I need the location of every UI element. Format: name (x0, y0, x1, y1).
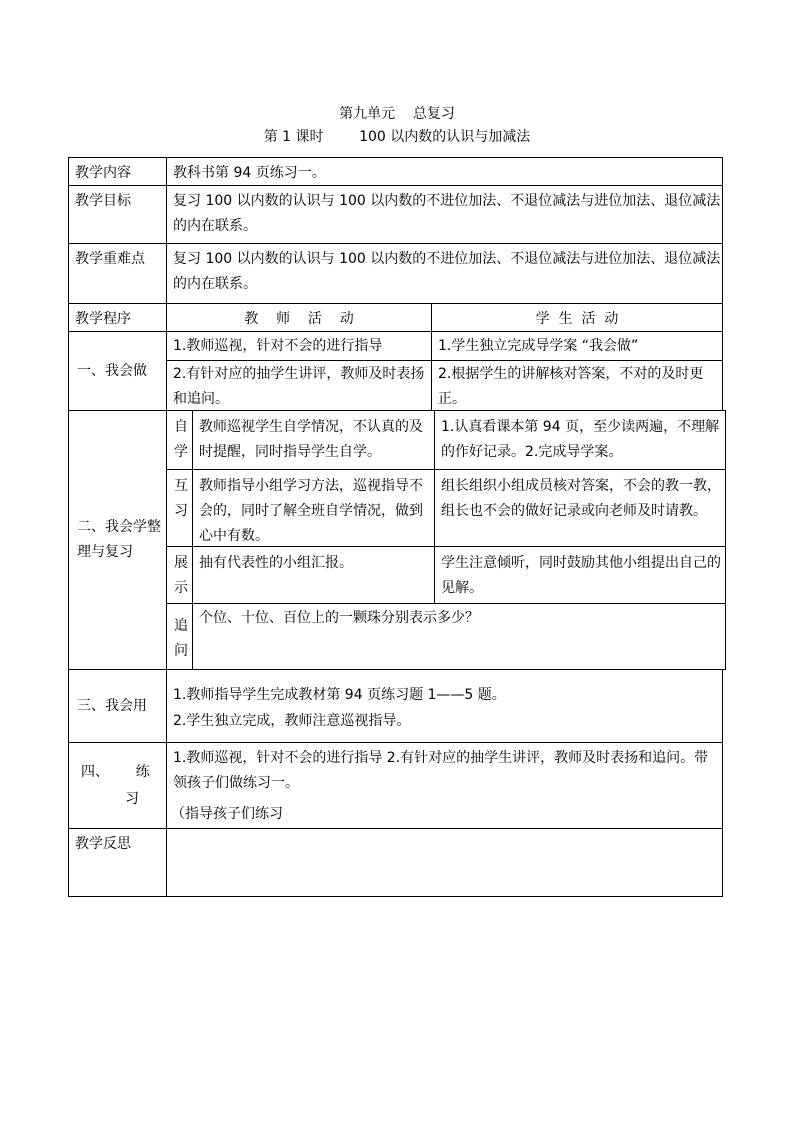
section2-label: 二、我会学整理与复习 (77, 519, 161, 560)
section4-text: 1.教师巡视，针对不会的进行指导 2.有针对应的抽学生讲评，教师及时表扬和追问。带领孩子们做练习一。 (173, 750, 709, 791)
section4-label-line2: 习 (125, 791, 139, 807)
section2-teacher-1: 教师巡视学生自学情况，不认真的及时提醒，同时指导学生自学。 (199, 419, 423, 460)
procedure-label: 教学程序 (75, 311, 131, 327)
sub-label-self-study: 自学 (174, 419, 188, 460)
key-label: 教学重难点 (75, 251, 145, 267)
section2-student-1: 1.认真看课本第 94 页，至少读两遍，不理解的作好记录。2.完成导学案。 (441, 419, 720, 460)
section4-note: （指导孩子们练习 (171, 806, 283, 822)
content-value: 教科书第 94 页练习一。 (173, 165, 326, 181)
key-value: 复习 100 以内数的认识与 100 以内数的不进位加法、不退位减法与进位加法、退位减法的内在联系。 (173, 251, 721, 292)
section1-student-1: 1.学生独立完成导学案 “我会做” (438, 338, 639, 354)
student-activity-header: 学 生 活 动 (535, 311, 619, 327)
section2-student-3: 学生注意倾听，同时鼓励其他小组提出自己的见解。 (441, 555, 721, 596)
reflection-value (167, 829, 722, 896)
reflection-label: 教学反思 (75, 836, 131, 852)
section2-student-2: 组长组织小组成员核对答案，不会的教一教，组长也不会的做好记录或向老师及时请教。 (441, 478, 721, 519)
section2-teacher-3: 抽有代表性的小组汇报。 (199, 555, 353, 571)
section1-student-2: 2.根据学生的讲解核对答案，不对的及时更正。 (438, 366, 704, 407)
teacher-activity-header: 教 师 活 动 (244, 311, 354, 327)
section1-label: 一、我会做 (77, 362, 147, 379)
sub-label-follow-up: 追问 (174, 618, 188, 659)
goal-label: 教学目标 (75, 193, 131, 209)
section3-label: 三、我会用 (77, 697, 147, 714)
section1-teacher-2: 2.有针对应的抽学生讲评，教师及时表扬和追问。 (173, 366, 425, 407)
unit-title: 第九单元 总复习 (339, 106, 455, 122)
sub-label-presentation: 展示 (174, 555, 188, 596)
section2-teacher-2: 教师指导小组学习方法，巡视指导不会的，同时了解全班自学情况，做到心中有数。 (199, 478, 423, 544)
sub-label-mutual-learning: 互习 (174, 478, 188, 519)
goal-value: 复习 100 以内数的认识与 100 以内数的不进位加法、不退位减法与进位加法、退位减法的内在联系。 (173, 193, 721, 234)
section3-line-2: 2.学生独立完成，教师注意巡视指导。 (173, 713, 411, 729)
section2-question: 个位、十位、百位上的一颗珠分别表示多少？ (199, 610, 479, 626)
section1-teacher-1: 1.教师巡视，针对不会的进行指导 (173, 338, 383, 354)
lesson-title: 第 1 课时 100 以内数的认识与加减法 (263, 129, 531, 145)
section4-label-line1: 四、 练 (81, 764, 150, 780)
section3-line-1: 1.教师指导学生完成教材第 94 页练习题 1——5 题。 (173, 687, 506, 703)
content-label: 教学内容 (75, 165, 131, 181)
